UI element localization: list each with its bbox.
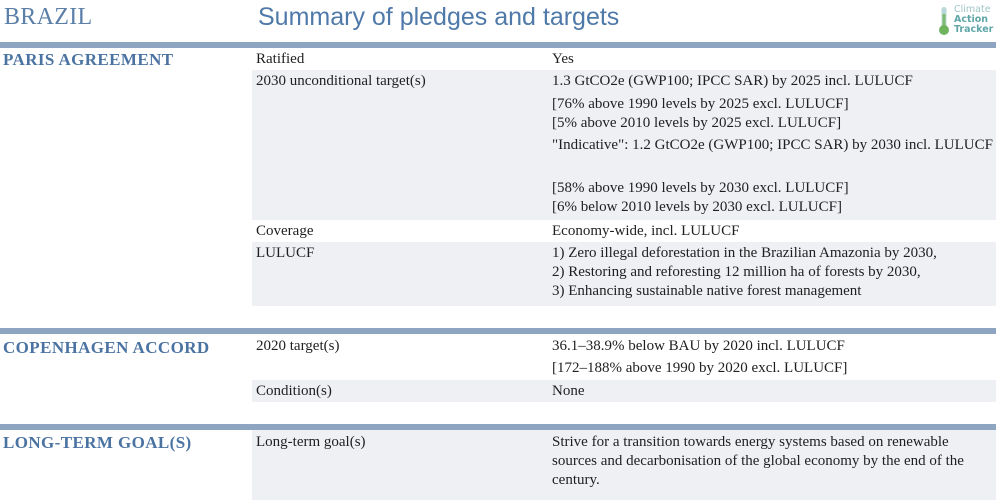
copenhagen-conditions-row-bg <box>252 380 996 402</box>
targets-label: 2030 unconditional target(s) <box>256 73 426 89</box>
paris-agreement-heading: PARIS AGREEMENT <box>3 50 174 69</box>
conditions-label: Condition(s) <box>256 383 332 399</box>
country-title: BRAZIL <box>4 4 93 30</box>
lulucf-item: 2) Restoring and reforesting 12 million ha of forests by 2030, <box>552 264 921 280</box>
target-value: [76% above 1990 levels by 2025 excl. LULUCF] <box>552 96 849 112</box>
logo-line-action: Action <box>954 14 989 25</box>
copenhagen-target-label: 2020 target(s) <box>256 338 340 354</box>
paris-section-rule <box>0 42 996 48</box>
coverage-value: Economy-wide, incl. LULUCF <box>552 223 740 239</box>
target-value: [5% above 2010 levels by 2025 excl. LULUCF] <box>552 115 842 131</box>
logo-line-tracker: Tracker <box>954 24 994 35</box>
lulucf-item: 1) Zero illegal deforestation in the Brazilian Amazonia by 2030, <box>552 245 937 261</box>
ratified-value: Yes <box>552 51 574 67</box>
logo-line-climate: Climate <box>954 4 991 15</box>
climate-action-tracker-logo <box>937 4 997 38</box>
page-title: Summary of pledges and targets <box>258 3 620 31</box>
lulucf-item: 3) Enhancing sustainable native forest management <box>552 283 862 299</box>
ratified-label: Ratified <box>256 51 305 67</box>
long-term-goal-label: Long-term goal(s) <box>256 434 366 450</box>
long-term-goals-heading: LONG-TERM GOAL(S) <box>3 433 192 452</box>
lulucf-label: LULUCF <box>256 245 315 261</box>
long-term-goal-value: Strive for a transition towards energy systems based on renewable sources and decarbonisation of the global economy by the end of the century. <box>552 434 964 488</box>
copenhagen-accord-heading: COPENHAGEN ACCORD <box>3 338 210 357</box>
copenhagen-target-value: [172–188% above 1990 by 2020 excl. LULUCF] <box>552 360 848 376</box>
conditions-value: None <box>552 383 585 399</box>
target-value: "Indicative": 1.2 GtCO2e (GWP100; IPCC SAR) by 2030 incl. LULUCF <box>552 137 993 153</box>
copenhagen-section-rule <box>0 328 996 334</box>
target-value: 1.3 GtCO2e (GWP100; IPCC SAR) by 2025 incl. LULUCF <box>552 73 913 89</box>
target-value: [58% above 1990 levels by 2030 excl. LULUCF] <box>552 180 849 196</box>
thermometer-icon <box>938 6 950 36</box>
copenhagen-target-value: 36.1–38.9% below BAU by 2020 incl. LULUCF <box>552 338 845 354</box>
coverage-label: Coverage <box>256 223 314 239</box>
target-value: [6% below 2010 levels by 2030 excl. LULUCF] <box>552 199 842 215</box>
